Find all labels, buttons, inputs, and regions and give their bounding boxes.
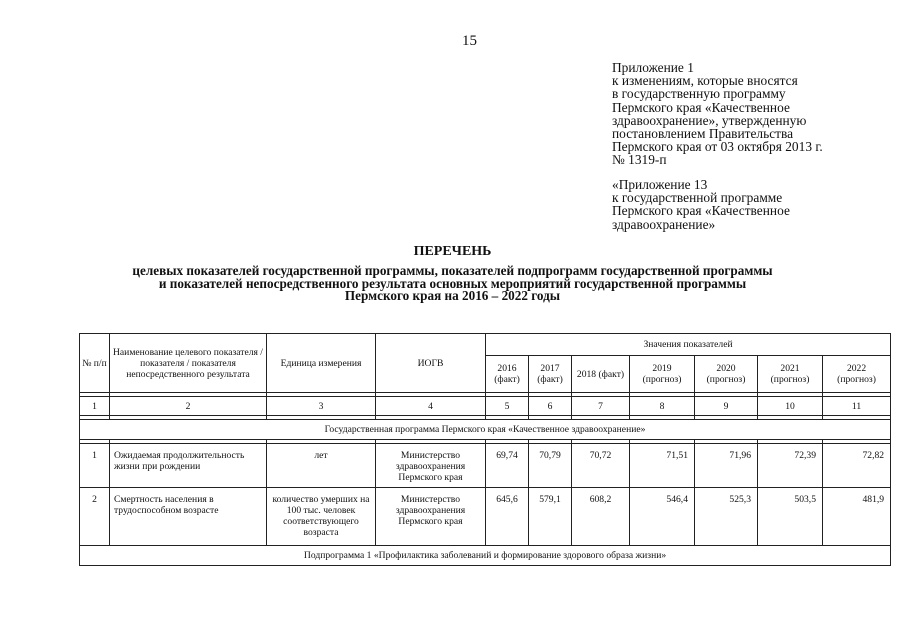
column-number: 7 [572, 397, 630, 416]
subprogram-title: Подпрограмма 1 «Профилактика заболеваний и формирование здорового образа жизни» [80, 546, 891, 566]
row-iogv: Министерство здравоохранения Пермского края [376, 444, 486, 488]
program-title: Государственная программа Пермского края «Качественное здравоохранение» [80, 420, 891, 440]
column-number: 3 [267, 397, 376, 416]
appendix-1-line: № 1319-п [612, 152, 667, 168]
appendix-13-block [612, 178, 790, 231]
row-value: 645,6 [486, 488, 529, 546]
appendix-1-line: в государственную программу [612, 86, 786, 102]
subtitle-line: и показателей непосредственного результата основных мероприятий государственной программы [158, 275, 747, 291]
document-title: ПЕРЕЧЕНЬ [413, 244, 492, 259]
header-year: 2019 (прогноз) [630, 356, 695, 393]
row-unit: лет [267, 444, 376, 488]
row-value: 579,1 [529, 488, 572, 546]
appendix-1-line: Пермского края от 03 октября 2013 г. [612, 139, 823, 155]
header-year: 2018 (факт) [572, 356, 630, 393]
column-number: 1 [80, 397, 110, 416]
appendix-13-line: к государственной программе [612, 190, 783, 206]
header-iogv: ИОГВ [376, 334, 486, 393]
row-value: 72,82 [823, 444, 891, 488]
row-num: 1 [80, 444, 110, 488]
column-number: 10 [758, 397, 823, 416]
table-row [80, 444, 891, 488]
table-row [80, 488, 891, 546]
appendix-13-line: Пермского края «Качественное [612, 203, 790, 219]
column-number: 9 [695, 397, 758, 416]
header-year: 2021 (прогноз) [758, 356, 823, 393]
row-unit: количество умерших на 100 тыс. человек соответствующего возраста [267, 488, 376, 546]
column-numbers-row [80, 397, 891, 416]
appendix-1-block [612, 61, 823, 167]
header-values-group: Значения показателей [486, 334, 891, 356]
row-value: 69,74 [486, 444, 529, 488]
row-value: 525,3 [695, 488, 758, 546]
row-value: 546,4 [630, 488, 695, 546]
row-value: 72,39 [758, 444, 823, 488]
column-number: 8 [630, 397, 695, 416]
appendix-13-line: «Приложение 13 [612, 177, 708, 192]
row-value: 71,96 [695, 444, 758, 488]
appendix-1-line: Пермского края «Качественное [612, 99, 790, 115]
row-num: 2 [80, 488, 110, 546]
subtitle-line: Пермского края на 2016 – 2022 годы [344, 288, 561, 304]
column-number: 6 [529, 397, 572, 416]
header-year: 2020 (прогноз) [695, 356, 758, 393]
header-unit: Единица измерения [267, 334, 376, 393]
indicators-table [79, 333, 891, 566]
header-year: 2017 (факт) [529, 356, 572, 393]
subtitle-line: целевых показателей государственной программы, показателей подпрограмм государственной программы [132, 263, 773, 278]
column-number: 2 [110, 397, 267, 416]
page-number: 15 [462, 33, 477, 49]
document-subtitle [60, 265, 845, 303]
column-number: 5 [486, 397, 529, 416]
header-year: 2016 (факт) [486, 356, 529, 393]
row-name: Смертность населения в трудоспособном возрасте [110, 488, 267, 546]
appendix-13-line: здравоохранение» [612, 216, 716, 232]
appendix-1-line: к изменениям, которые вносятся [612, 73, 798, 89]
appendix-1-line: постановлением Правительства [612, 126, 794, 142]
column-number: 11 [823, 397, 891, 416]
appendix-1-line: здравоохранение», утвержденную [612, 112, 807, 128]
subprogram-title-row [80, 546, 891, 566]
header-name: Наименование целевого показателя / показателя / показателя непосредственного результата [110, 334, 267, 393]
table-header-row [80, 334, 891, 356]
row-value: 608,2 [572, 488, 630, 546]
row-value: 503,5 [758, 488, 823, 546]
appendix-1-line: Приложение 1 [612, 60, 694, 75]
row-value: 481,9 [823, 488, 891, 546]
row-name: Ожидаемая продолжительность жизни при рождении [110, 444, 267, 488]
program-title-row [80, 420, 891, 440]
header-year: 2022 (прогноз) [823, 356, 891, 393]
header-num: № п/п [80, 334, 110, 393]
row-value: 71,51 [630, 444, 695, 488]
row-value: 70,79 [529, 444, 572, 488]
row-iogv: Министерство здравоохранения Пермского края [376, 488, 486, 546]
row-value: 70,72 [572, 444, 630, 488]
column-number: 4 [376, 397, 486, 416]
